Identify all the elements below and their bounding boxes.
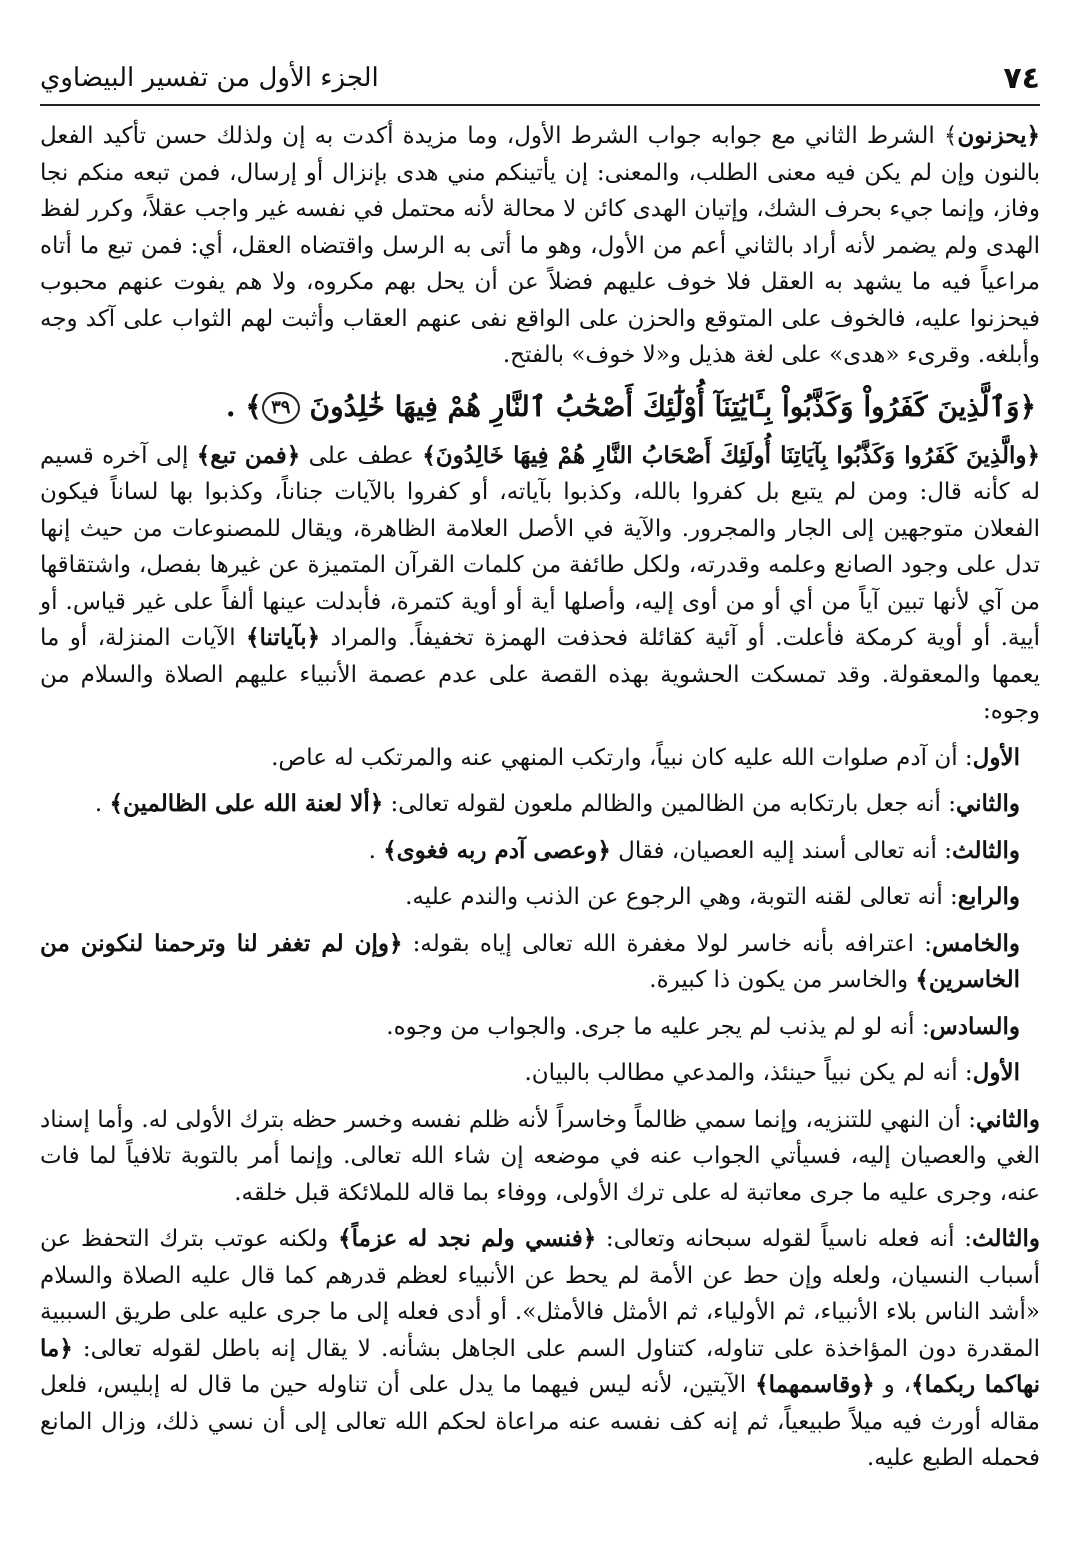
paragraph-text: ﴾ الشرط الثاني مع جوابه جواب الشرط الأول، وما مزيدة أكدت به إن ولذلك حسن تأكيد الفعل بالنون وإن لم يكن فيه معنى الطلب، والمعنى: إن يأتينكم مني هدى بإنزال أو إرسال، فمن تبعه منكم نجا وفاز، وإنما جيء بحرف الشك، وإتيان الهدى كائن لا محالة لأنه محتمل في نفسه غير واجب عقلاً، وكرر لفظ الهدى ولم يضمر لأنه أراد بالثاني أعم من الأول، وهو ما أتى به الرسل واقتضاه العقل، أي: فمن تبع ما أتاه مراعياً فيه ما يشهد به العقل فلا خوف عليهم فضلاً عن أن يحل بهم مكروه، ولا هم يفوت عنهم محبوب فيحزنوا عليه، فالخوف على المتوقع والحزن على الواقع نفى عنهم العقاب وأثبت لهم الثواب على آكد وجه وأبلغه. وقرىء «هدى» على لغة هذيل و«لا خوف» بالفتح. [40,123,1040,368]
verse-end: ﴾ . [225,389,262,423]
objection-item [40,786,1040,823]
objection-item [40,833,1040,870]
text-run: عطف على [300,442,423,469]
item-text: : اعترافه بأنه خاسر لولا مغفرة الله تعالى إياه بقوله: [402,930,932,957]
objection-item [40,740,1040,777]
text-run: . [368,837,384,864]
item-text: : أنه جعل بارتكابه من الظالمين والظالم ملعون لقوله تعالى: [383,791,956,817]
item-label: والرابع [957,883,1020,910]
text-run: والخاسر من يكون ذا كبيرة. [649,967,916,993]
text-run: الآيات المنزلة، أو ما يعمها والمعقولة. وقد تمسكت الحشوية بهذه القصة على عدم عصمة الأنبياء عليهم الصلاة والسلام من وجوه: [40,625,1040,724]
quoted-phrase: ﴿بآياتنا﴾ [246,624,321,651]
book-title: الجزء الأول من تفسير البيضاوي [40,63,379,93]
quoted-phrase: ﴿ألا لعنة الله على الظالمين﴾ [109,790,384,817]
item-label: والثالث [951,836,1020,864]
item-text: : أنه لو لم يذنب لم يجر عليه ما جرى. والجواب من وجوه. [386,1013,930,1040]
item-label: والثالث [971,1225,1041,1252]
quoted-phrase: ﴿فمن تبع﴾ [196,441,301,469]
quoted-phrase: ﴿فنسي ولم نجد له عزماً﴾ [338,1225,597,1252]
paragraph-1: ﴿يحزنون﴾ الشرط الثاني مع جوابه جواب الشرط الأول، وما مزيدة أكدت به إن ولذلك حسن تأكيد الفعل بالنون وإن لم يكن فيه معنى الطلب، والمعنى: إن يأتينكم مني هدى بإنزال أو إرسال، فمن تبعه منكم نجا وفاز، وإنما جيء بحرف الشك، وإتيان الهدى كائن لا محالة لأنه محتمل في نفسه غير واجب عقلاً، وكرر لفظ الهدى ولم يضمر لأنه أراد بالثاني أعم من الأول، وهو ما أتى به الرسل واقتضاه العقل، أي: فمن تبع ما أتاه مراعياً فيه ما يشهد به العقل فلا خوف عليهم فضلاً عن أن يحل بهم مكروه، ولا هم يفوت عنهم محبوب فيحزنوا عليه، فالخوف على المتوقع والحزن على الواقع نفى عنهم العقاب وأثبت لهم الثواب على آكد وجه وأبلغه. وقرىء «هدى» على لغة هذيل و«لا خوف» بالفتح. [40,122,1040,368]
text-run: إلى آخره قسيم له كأنه قال: ومن لم يتبع بل كفروا بالله، وكذبوا بآياته، أو كفروا بالآيات جناناً، وكذبوا بها لساناً فيكون الفعلان متوجهين إلى الجار والمجرور. والآية في الأصل العلامة الظاهرة، ويقال للمصنوعات من حيث إنها تدل على وجود الصانع وعلمه وقدرته، ولكل طائفة من كلمات القرآن المتميزة عن غيرها بفصل، واشتقاقها من آي لأنها تبين آياً من أي أو من أوى إليه، وأصلها أية أو أوية كتمرة، فأبدلت عينها ألفاً على غير قياس. أو أيية. أو أوية كرمكة فأعلت. أو آئية كقائلة فحذفت الهمزة تخفيفاً. والمراد [40,442,1041,651]
quoted-phrase: ﴿وعصى آدم ربه فغوى﴾ [383,836,611,864]
header-rule [40,104,1040,106]
paragraph-2 [40,438,1040,730]
text-run: ولكنه عوتب بترك التحفظ عن أسباب النسيان، ولعله وإن حط عن الأمة لم يحط عن الأنبياء لعظم قدرهم كما قال عليه الصلاة والسلام «أشد الناس بلاء الأنبياء، ثم الأولياء، ثم الأمثل فالأمثل». أو أدى فعله إلى ما جرى عليه على طريق السببية المقدرة دون المؤاخذة على تناوله، كتناول السم على الجاهل بشأنه. لا يقال إنه باطل لقوله تعالى: [40,1226,1040,1362]
objection-item [40,879,1040,916]
objection-item [40,1009,1040,1046]
running-header [40,58,1040,98]
text-run: ، و [874,1372,912,1398]
answer-item [40,1102,1040,1212]
item-label: الأول [972,1059,1020,1086]
item-text: : أنه تعالى لقنه التوبة، وهي الرجوع عن الذنب والندم عليه. [405,884,958,910]
item-label: والسادس [929,1012,1020,1040]
item-text: : أنه لم يكن نبياً حينئذ، والمدعي مطالب بالبيان. [524,1060,973,1086]
item-text: : أنه فعله ناسياً لقوله سبحانه وتعالى: [596,1226,972,1252]
item-text: : أن آدم صلوات الله عليه كان نبياً، وارتكب المنهي عنه والمرتكب له عاص. [271,744,973,771]
text-run: . [94,791,110,817]
item-text: : أنه تعالى أسند إليه العصيان، فقال [610,837,952,864]
ayah-number-marker: ٣٩ [262,392,300,424]
item-label: الأول [972,743,1020,771]
quoted-phrase: ﴿وإن لم تغفر لنا وترحمنا لنكونن من الخاسرين﴾ [40,929,1020,993]
page-body [40,118,1040,1477]
quoted-word: يحزنون [957,122,1027,149]
answer-item [40,1055,1040,1092]
text-run: الآيتين، لأنه ليس فيهما ما يدل على أن تناوله حين ما قال له إبليس، فلعل مقاله أورث فيه ميلاً طبيعياً، ثم إنه كف نفسه عنه مراعاة لحكم الله تعالى إلى أن نسي ذلك، وزال المانع فحمله الطبع عليه. [40,1372,1040,1471]
quoted-verse: ﴿والَّذِينَ كَفَرُوا وَكَذَّبُوا بِآيَاتِنَا أُولَئِكَ أَصْحَابُ النَّارِ هُمْ فِيهَا خَالِدُونَ﴾ [422,441,1041,469]
item-label: والثاني [955,790,1020,817]
answer-item [40,1221,1040,1477]
quoted-phrase: ﴿ما نهاكما ربكما﴾ [40,1334,1041,1398]
item-label: والخامس [931,929,1020,957]
item-text: : أن النهي للتنزيه، وإنما سمي ظالماً وخاسراً لأنه ظلم نفسه وخسر حظه بترك الأولى له. وأما إسناد الغي والعصيان إليه، فسيأتي الجواب عنه في موضعه إن شاء الله تعالى. وإنما أمر بالتوبة تلافياً لما فات عنه، وجرى عليه ما جرى معاتبة له على ترك الأولى، ووفاء بما قاله للملائكة قبل خلقه. [40,1106,1040,1206]
quran-verse [40,386,1036,428]
verse-text: ﴿وَٱلَّذِينَ كَفَرُواْ وَكَذَّبُواْ بِـَٔايَٰتِنَآ أُوْلَٰٓئِكَ أَصْحَٰبُ ٱلنَّارِ هُمْ فِيهَا خَٰلِدُونَ [309,389,1036,423]
objection-item [40,926,1040,999]
item-label: والثاني [975,1105,1040,1133]
quoted-phrase: ﴿وقاسمهما﴾ [755,1371,875,1398]
page-number: ٧٤ [1003,60,1040,96]
